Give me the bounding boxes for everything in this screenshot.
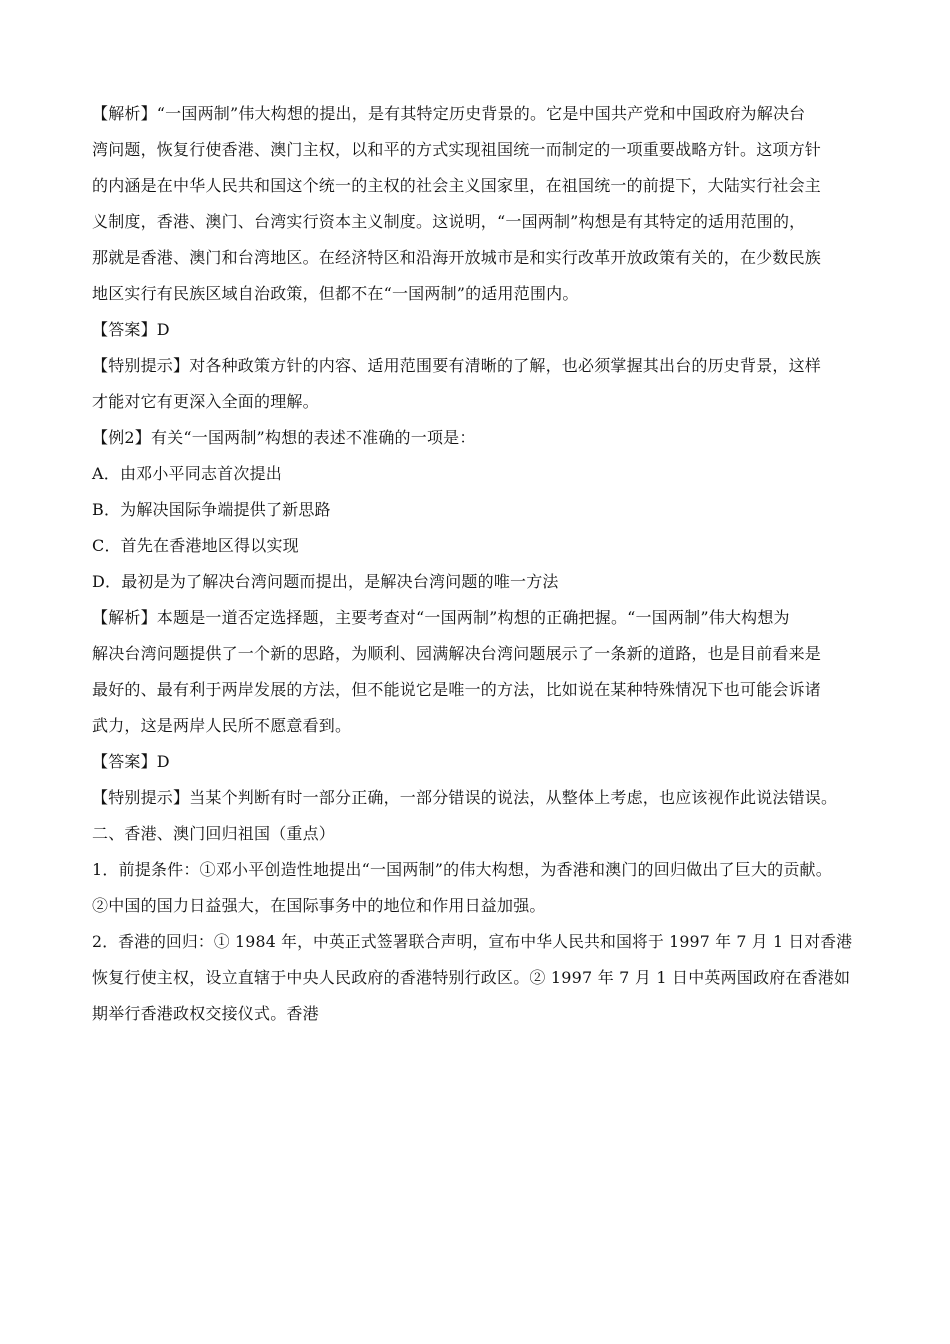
- analysis-paragraph-line: 【解析】本题是一道否定选择题，主要考查对“一国两制”构想的正确把握。“一国两制”伟大构想为: [92, 608, 790, 627]
- special-tip-line: 【特别提示】对各种政策方针的内容、适用范围要有清晰的了解，也必须掌握其出台的历史背景，这样: [92, 356, 822, 375]
- special-tip-line: 【特别提示】当某个判断有时一部分正确，一部分错误的说法，从整体上考虑，也应该视作此说法错误。: [92, 788, 838, 807]
- answer-line: 【答案】D: [92, 320, 170, 339]
- analysis-paragraph-line: 义制度，香港、澳门、台湾实行资本主义制度。这说明，“一国两制”构想是有其特定的适用范围的，: [92, 212, 806, 231]
- option-b: B．为解决国际争端提供了新思路: [92, 500, 331, 519]
- document-page: [92, 96, 862, 1032]
- premise-line: 1．前提条件：①邓小平创造性地提出“一国两制”的伟大构想，为香港和澳门的回归做出了巨大的贡献。: [92, 860, 832, 879]
- option-c: C．首先在香港地区得以实现: [92, 536, 299, 555]
- example-question: 【例2】有关“一国两制”构想的表述不准确的一项是：: [92, 428, 476, 447]
- analysis-paragraph-line: 地区实行有民族区域自治政策，但都不在“一国两制”的适用范围内。: [92, 284, 579, 303]
- premise-line: ②中国的国力日益强大，在国际事务中的地位和作用日益加强。: [92, 896, 546, 915]
- analysis-paragraph-line: 湾问题，恢复行使香港、澳门主权，以和平的方式实现祖国统一而制定的一项重要战略方针。这项方针: [92, 140, 822, 159]
- analysis-paragraph-line: 最好的、最有利于两岸发展的方法，但不能说它是唯一的方法，比如说在某种特殊情况下也可能会诉诸: [92, 680, 822, 699]
- analysis-paragraph-line: 武力，这是两岸人民所不愿意看到。: [92, 716, 352, 735]
- special-tip-line: 才能对它有更深入全面的理解。: [92, 392, 319, 411]
- option-d: D．最初是为了解决台湾问题而提出，是解决台湾问题的唯一方法: [92, 572, 559, 591]
- answer-line: 【答案】D: [92, 752, 170, 771]
- hongkong-return-line: 期举行香港政权交接仪式。香港: [92, 1004, 319, 1023]
- option-a: A．由邓小平同志首次提出: [92, 464, 282, 483]
- analysis-paragraph-line: 【解析】“一国两制”伟大构想的提出，是有其特定历史背景的。它是中国共产党和中国政府为解决台: [92, 104, 806, 123]
- analysis-paragraph-line: 那就是香港、澳门和台湾地区。在经济特区和沿海开放城市是和实行改革开放政策有关的，在少数民族: [92, 248, 822, 267]
- analysis-paragraph-line: 解决台湾问题提供了一个新的思路，为顺利、园满解决台湾问题展示了一条新的道路，也是目前看来是: [92, 644, 822, 663]
- section-heading: 二、香港、澳门回归祖国（重点）: [92, 824, 336, 843]
- analysis-paragraph-line: 的内涵是在中华人民共和国这个统一的主权的社会主义国家里，在祖国统一的前提下，大陆实行社会主: [92, 176, 822, 195]
- hongkong-return-line: 恢复行使主权，设立直辖于中央人民政府的香港特别行政区。② 1997 年 7 月 1 日中英两国政府在香港如: [92, 968, 851, 987]
- hongkong-return-line: 2．香港的回归：① 1984 年，中英正式签署联合声明，宣布中华人民共和国将于 1997 年 7 月 1 日对香港: [92, 932, 853, 951]
